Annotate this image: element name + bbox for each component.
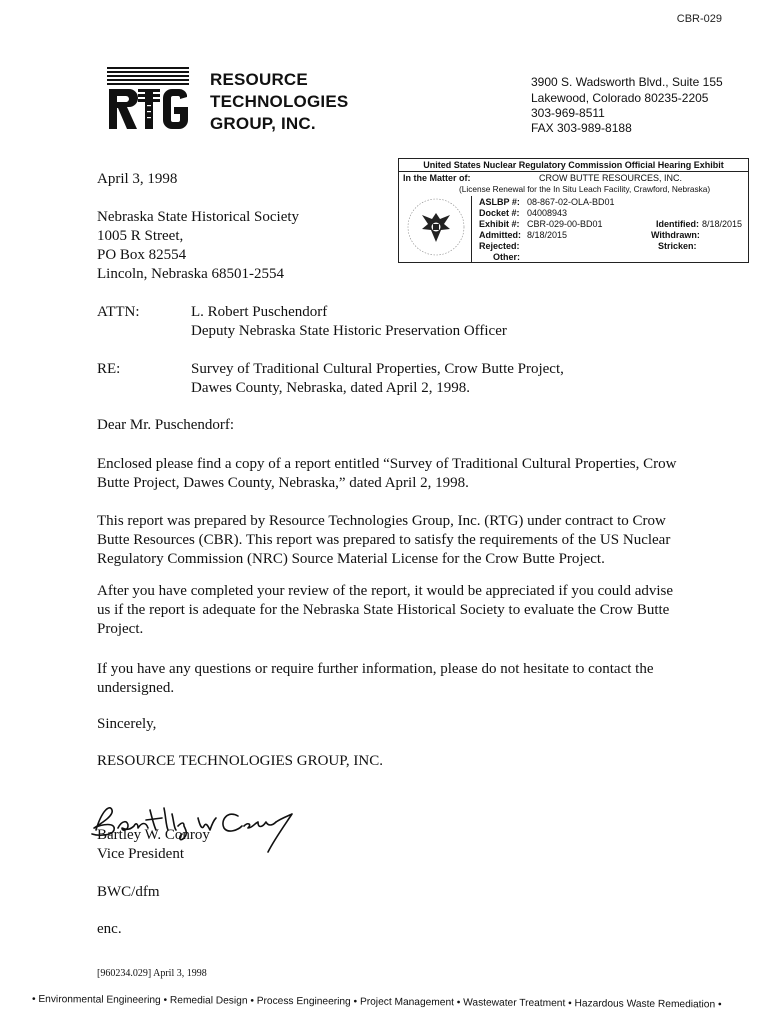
recipient-line-1: Nebraska State Historical Society (97, 209, 300, 225)
re-line-2: Dawes County, Nebraska, dated April 2, 1998. (191, 380, 470, 396)
document-id: CBR-029 (676, 13, 722, 25)
exhibit-stamp (398, 158, 749, 263)
rejected-label: Rejected: (479, 241, 520, 251)
company-name-line-2: TECHNOLOGIES (210, 92, 349, 111)
recipient-line-3: PO Box 82554 (97, 247, 187, 263)
fax-number: FAX 303-989-8188 (531, 121, 632, 135)
identified-label: Identified: (656, 219, 699, 229)
paragraph-3-line-3: Project. (97, 621, 144, 637)
rtg-logo (107, 67, 189, 131)
aslbp-value: 08-867-02-OLA-BD01 (527, 197, 615, 207)
stamp-title: United States Nuclear Regulatory Commission Official Hearing Exhibit (399, 159, 748, 172)
phone-number: 303-969-8511 (531, 106, 605, 120)
exhibit-label: Exhibit #: (479, 219, 520, 229)
matter-label: In the Matter of: (403, 173, 471, 183)
stricken-label: Stricken: (658, 241, 697, 251)
docket-value: 04008943 (527, 208, 568, 218)
paragraph-4-line-2: undersigned. (97, 680, 175, 696)
matter-detail: (License Renewal for the In Situ Leach Facility, Crawford, Nebraska) (459, 184, 711, 194)
file-reference: [960234.029] April 3, 1998 (97, 968, 207, 979)
paragraph-1 (97, 455, 697, 493)
paragraph-3-line-1: After you have completed your review of the report, it would be appreciated if you could advise (97, 583, 674, 599)
aslbp-label: ASLBP #: (479, 197, 520, 207)
exhibit-value: CBR-029-00-BD01 (527, 219, 603, 229)
paragraph-2 (97, 512, 697, 569)
paragraph-1-line-1: Enclosed please find a copy of a report entitled “Survey of Traditional Cultural Properties, Crow (97, 456, 677, 472)
company-name-line-1: RESOURCE (210, 70, 308, 89)
typist-initials: BWC/dfm (97, 884, 160, 900)
paragraph-3-line-2: us if the report is adequate for the Nebraska State Historical Society to evaluate the Crow Butte (97, 602, 670, 618)
letter-date: April 3, 1998 (97, 171, 178, 187)
docket-label: Docket #: (479, 208, 520, 218)
attn-label: ATTN: (97, 304, 140, 320)
paragraph-4-line-1: If you have any questions or require further information, please do not hesitate to contact the (97, 661, 654, 677)
closing: Sincerely, (97, 716, 157, 732)
services-footer: • Environmental Engineering • Remedial Design • Process Engineering • Project Management • Wastewater Treatment • Hazardous Waste Remediation • (31, 994, 722, 1011)
re-line-1: Survey of Traditional Cultural Properties, Crow Butte Project, (191, 361, 564, 377)
address-line-1: 3900 S. Wadsworth Blvd., Suite 155 (531, 75, 723, 89)
admitted-label: Admitted: (479, 230, 521, 240)
paragraph-4 (97, 660, 697, 698)
paragraph-3 (97, 582, 697, 639)
attn-name: L. Robert Puschendorf (191, 304, 328, 320)
recipient-line-2: 1005 R Street, (97, 228, 184, 244)
paragraph-2-line-2: Butte Resources (CBR). This report was prepared to satisfy the requirements of the US Nuclear (97, 532, 671, 548)
admitted-value: 8/18/2015 (527, 230, 568, 240)
company-name-line-3: GROUP, INC. (210, 114, 316, 133)
signer-title: Vice President (97, 846, 184, 862)
recipient-line-4: Lincoln, Nebraska 68501-2554 (97, 266, 285, 282)
closing-company: RESOURCE TECHNOLOGIES GROUP, INC. (97, 753, 383, 769)
paragraph-1-line-2: Butte Project, Dawes County, Nebraska,” dated April 2, 1998. (97, 475, 469, 491)
nrc-seal-icon (406, 197, 466, 257)
re-label: RE: (97, 361, 121, 377)
withdrawn-label: Withdrawn: (651, 230, 700, 240)
address-line-2: Lakewood, Colorado 80235-2205 (531, 91, 709, 105)
matter-value: CROW BUTTE RESOURCES, INC. (539, 173, 683, 183)
identified-value: 8/18/2015 (702, 219, 743, 229)
paragraph-2-line-1: This report was prepared by Resource Technologies Group, Inc. (RTG) under contract to Crow (97, 513, 666, 529)
paragraph-2-line-3: Regulatory Commission (NRC) Source Material License for the Crow Butte Project. (97, 551, 605, 567)
signer-name: Bartley W. Conroy (97, 827, 210, 843)
salutation: Dear Mr. Puschendorf: (97, 417, 235, 433)
enclosure-note: enc. (97, 921, 122, 937)
other-label: Other: (493, 252, 520, 262)
attn-title: Deputy Nebraska State Historic Preservation Officer (191, 323, 507, 339)
